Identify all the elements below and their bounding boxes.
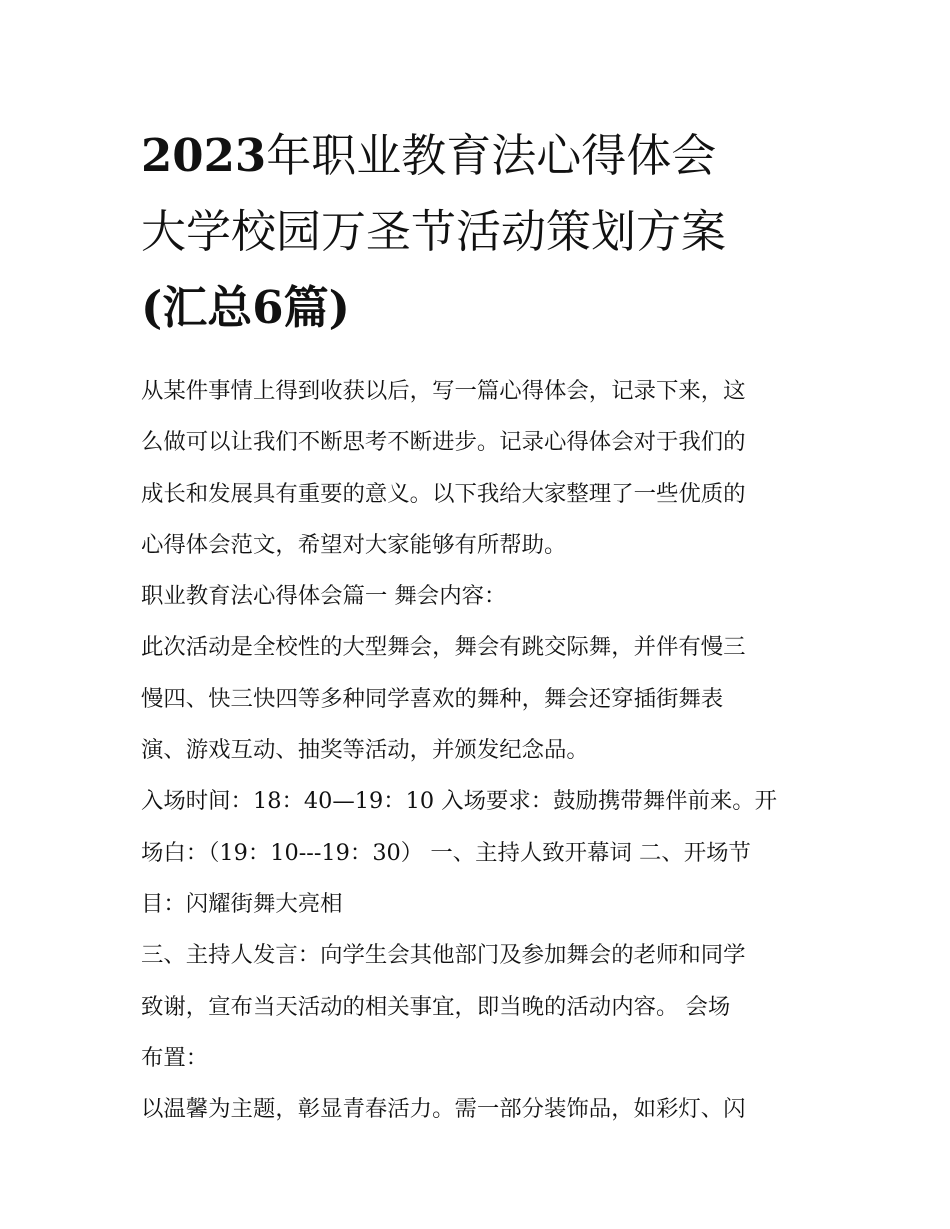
title-line-2 (141, 194, 813, 270)
text-line: 以温馨为主题，彰显青春活力。需一部分装饰品，如彩灯、闪 (141, 1096, 746, 1123)
paragraph-section-heading (141, 571, 813, 622)
text-line: 么做可以让我们不断思考不断进步。记录心得体会对于我们的 (141, 429, 746, 456)
text-line: 此次活动是全校性的大型舞会，舞会有跳交际舞，并伴有慢三 (141, 634, 746, 661)
document-body (141, 366, 813, 1135)
text-line: 成长和发展具有重要的意义。以下我给大家整理了一些优质的 (141, 480, 746, 507)
text-line: 入场时间：18：40—19：10 入场要求：鼓励携带舞伴前来。开 (141, 788, 778, 815)
text-line: 职业教育法心得体会篇一 舞会内容： (141, 583, 507, 610)
title-line-3 (141, 270, 813, 346)
paragraph-intro (141, 366, 813, 571)
title-line-3-text: (汇总6篇) (141, 281, 350, 334)
document-page (141, 118, 813, 1135)
text-line: 从某件事情上得到收获以后，写一篇心得体会，记录下来，这 (141, 378, 746, 404)
document-title (141, 118, 813, 346)
text-line: 布置： (141, 1044, 209, 1071)
text-line: 三、主持人发言：向学生会其他部门及参加舞会的老师和同学 (141, 942, 746, 969)
text-line: 演、游戏互动、抽奖等活动，并颁发纪念品。 (141, 737, 589, 764)
text-line: 心得体会范文，希望对大家能够有所帮助。 (141, 531, 567, 558)
paragraph-schedule (141, 776, 813, 930)
text-line: 慢四、快三快四等多种同学喜欢的舞种，舞会还穿插街舞表 (141, 685, 724, 712)
text-line: 致谢，宣布当天活动的相关事宜，即当晚的活动内容。 会场 (141, 993, 731, 1020)
title-line-1-text: 年职业教育法心得体会 (266, 129, 717, 182)
paragraph-activity (141, 622, 813, 776)
paragraph-host-speech (141, 930, 813, 1084)
title-line-1 (141, 118, 813, 194)
text-line: 场白：（19：10---19：30） 一、主持人致开幕词 二、开场节 (141, 839, 751, 866)
title-line-2-text: 大学校园万圣节活动策划方案 (141, 205, 727, 258)
title-line-1-year: 2023 (141, 129, 267, 182)
text-line: 目：闪耀街舞大亮相 (141, 890, 343, 917)
paragraph-decoration (141, 1084, 813, 1135)
